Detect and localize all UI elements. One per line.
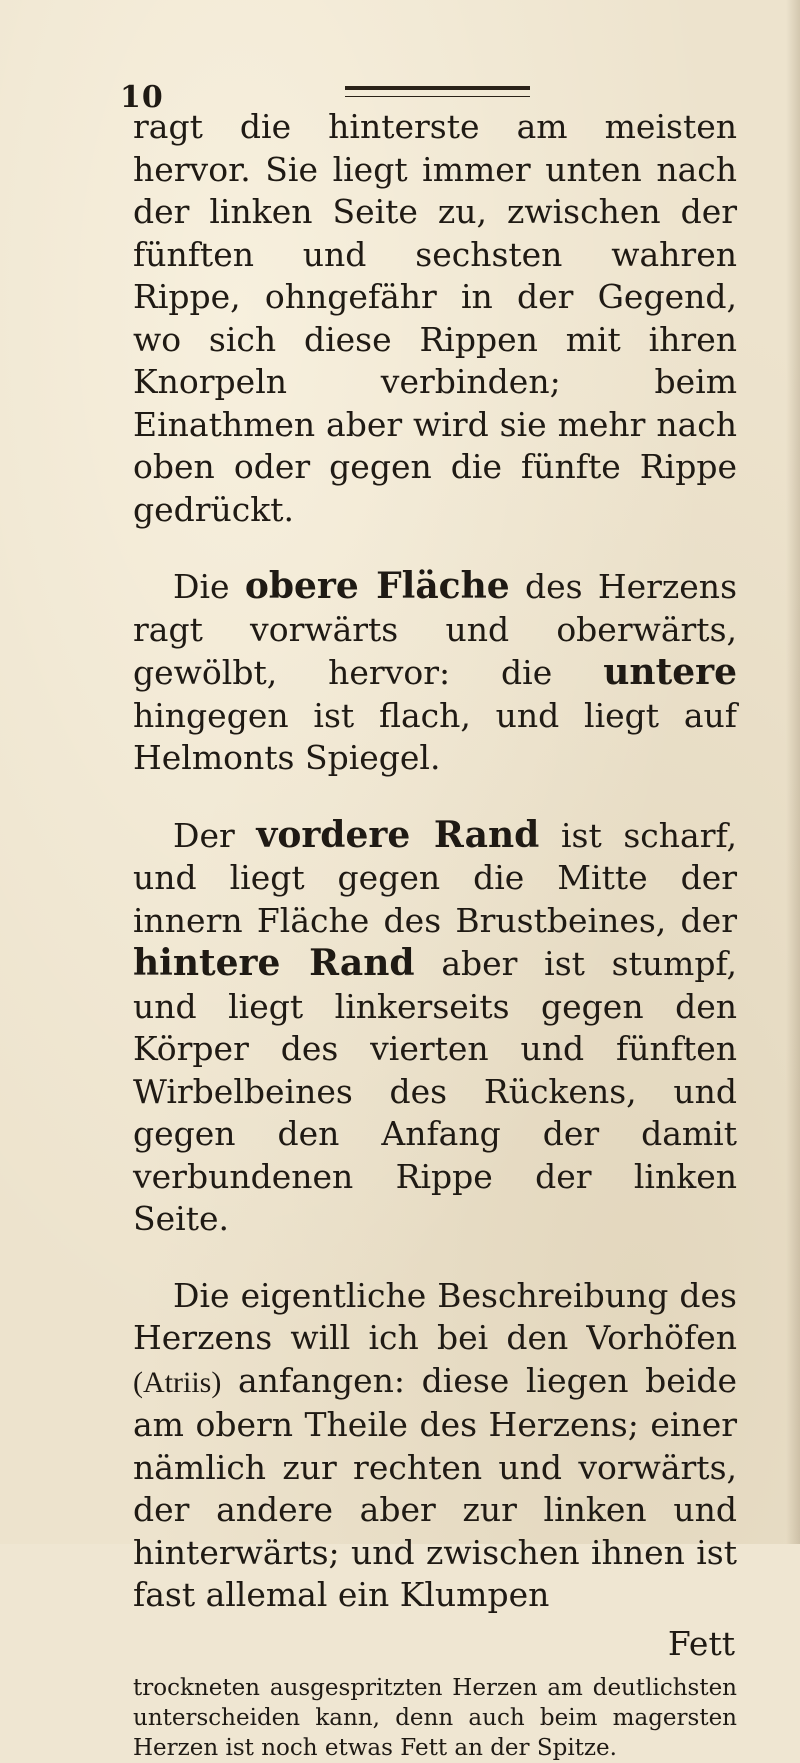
paragraph-1-text: ragt die hinterste am meisten hervor. Sie liegt immer unten nach der linken Seite zu, zwischen der fünften und sechsten wahren Rippe, ohngefähr in der Gegend, wo sich diese Rippen mit ihren Knorpeln verbinden; beim Einathmen aber wird sie mehr nach oben oder gegen die fünfte Rippe gedrückt. — [133, 107, 737, 529]
page-edge-shadow — [786, 0, 800, 1544]
paragraph-3-tail: aber ist stumpf, und liegt linkerseits gegen den Körper des vierten und fünften Wirbelbeines des Rückens, und gegen den Anfang der damit verbundenen Rippe der linken Seite. — [133, 944, 737, 1238]
paragraph-4-lead: Die eigentliche Beschreibung des Herzens will ich bei den Vorhöfen — [133, 1275, 737, 1357]
term-vordere-rand: vordere Rand — [256, 813, 540, 856]
header-rule-thin — [345, 96, 530, 97]
paragraph-3-lead: Der — [173, 815, 235, 855]
paragraph-1 — [133, 106, 737, 531]
paragraph-2-tail: hingegen ist flach, und liegt auf Helmonts Spiegel. — [133, 695, 737, 777]
paragraph-4 — [133, 1275, 737, 1617]
term-untere: untere — [603, 651, 737, 693]
paragraph-2-mid: des Herzens ragt vorwärts und oberwärts, gewölbt, hervor: die — [133, 567, 737, 692]
paragraph-3-mid: ist scharf, und liegt gegen die Mitte der innern Fläche des Brustbeines, der — [133, 815, 738, 940]
footnote: trockneten ausgespritzten Herzen am deutlichsten unterscheiden kann, denn auch beim magersten Herzen ist noch etwas Fett an der Spitze. — [133, 1675, 737, 1761]
paragraph-4-tail: anfangen: diese liegen beide am obern Theile des Herzens; einer nämlich zur rechten und vorwärts, der andere aber zur linken und hinterwärts; und zwischen ihnen ist fast allemal ein Klumpen — [133, 1360, 737, 1614]
latin-term-atriis: (Atriis) — [133, 1365, 222, 1399]
paragraph-2 — [133, 565, 737, 780]
paragraph-2-lead: Die — [173, 567, 230, 606]
term-hintere-rand: hintere Rand — [133, 942, 415, 984]
catchword: Fett — [667, 1623, 735, 1663]
paragraph-3 — [133, 814, 737, 1241]
body-text — [133, 106, 737, 1763]
term-obere-flaeche: obere Fläche — [244, 565, 510, 607]
header-rule — [345, 86, 530, 90]
page-number: 10 — [120, 80, 164, 115]
